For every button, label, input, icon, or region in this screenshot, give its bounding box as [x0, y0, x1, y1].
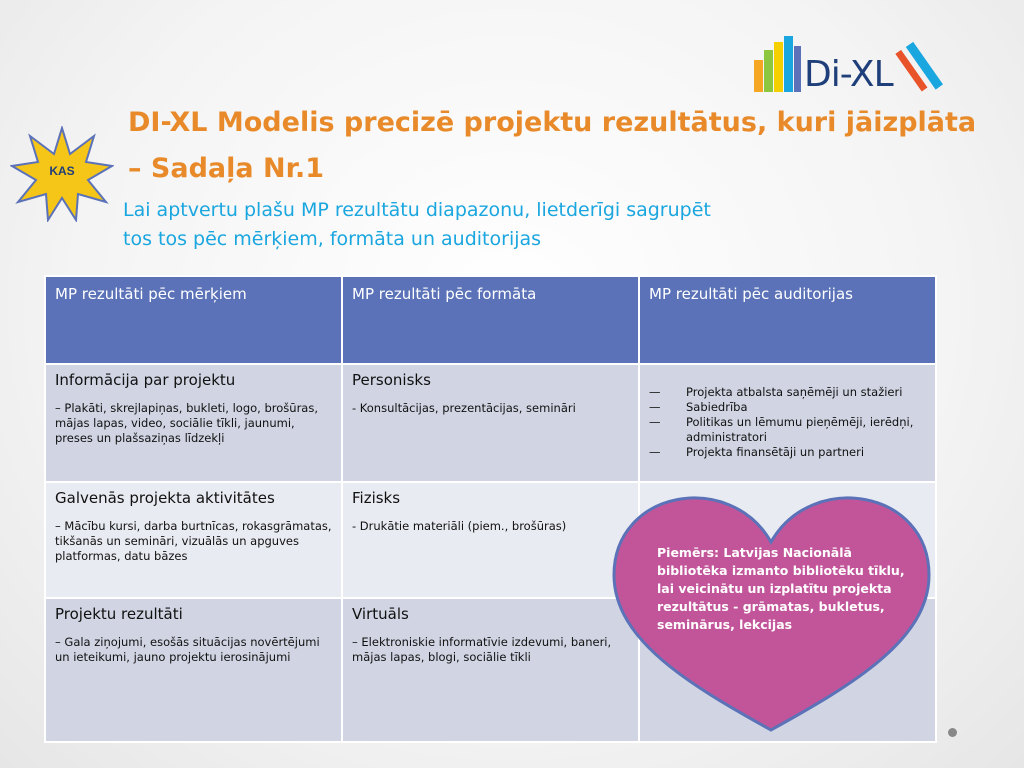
format-title: Personisks	[352, 371, 431, 389]
audience-item: — Projekta finansētāji un partneri	[649, 445, 926, 460]
heart-text: Piemērs: Latvijas Nacionālā bibliotēka izmanto bibliotēku tīklu, lai veicinātu un izplatītu projekta rezultātus - grāmatas, bukletus, seminārus, lekcijas	[657, 545, 905, 632]
format-title: Virtuāls	[352, 605, 409, 623]
audience-item: — Sabiedrība	[649, 400, 926, 415]
star-label: KAS	[49, 164, 75, 178]
title-line-2: – Sadaļa Nr.1	[128, 153, 325, 184]
header-audience: MP rezultāti pēc auditorijas	[639, 276, 936, 364]
goal-title: Galvenās projekta aktivitātes	[55, 489, 275, 507]
header-format: MP rezultāti pēc formāta	[342, 276, 639, 364]
format-cell	[342, 364, 639, 482]
goal-body: – Mācību kursi, darba burtnīcas, rokasgrāmatas, tikšanās un semināri, vizuālās un apguves platformas, datu bāzes	[55, 519, 332, 563]
logo-bar-navy	[794, 46, 801, 92]
logo-bar-yellow	[774, 42, 783, 92]
format-body: - Drukātie materiāli (piem., brošūras)	[352, 519, 567, 533]
goal-body: – Plakāti, skrejlapiņas, bukleti, logo, brošūras, mājas lapas, video, sociālie tīkli, jaunumi, preses un plašsaziņas līdzekļi	[55, 401, 319, 445]
subtitle-line-2: tos tos pēc mērķiem, formāta un auditorijas	[123, 228, 542, 250]
goal-body: – Gala ziņojumi, esošās situācijas novērtējumi un ieteikumi, jauno projektu ierosinājumi	[55, 635, 320, 664]
logo-bar-blue	[784, 36, 793, 92]
logo-bar-orange	[754, 60, 763, 92]
logo-text: Di-XL	[804, 54, 893, 95]
slide-subtitle	[123, 196, 923, 254]
table-header-row	[45, 276, 936, 364]
goal-cell	[45, 598, 342, 742]
goal-title: Projektu rezultāti	[55, 605, 183, 623]
audience-list	[649, 385, 926, 460]
slide-dot	[948, 728, 957, 737]
audience-cell	[639, 364, 936, 482]
audience-item: — Projekta atbalsta saņēmēji un stažieri	[649, 385, 926, 400]
header-goals: MP rezultāti pēc mērķiem	[45, 276, 342, 364]
format-body: - Konsultācijas, prezentācijas, semināri	[352, 401, 576, 415]
table-row	[45, 364, 936, 482]
format-cell	[342, 482, 639, 598]
slide-title	[128, 100, 1024, 192]
audience-item: — Politikas un lēmumu pieņēmēji, ierēdņi, administratori	[649, 415, 926, 445]
logo-bar-green	[764, 50, 773, 92]
format-body: – Elektroniskie informatīvie izdevumi, baneri, mājas lapas, blogi, sociālie tīkli	[352, 635, 612, 664]
goal-cell	[45, 482, 342, 598]
subtitle-line-1: Lai aptvertu plašu MP rezultātu diapazonu, lietderīgi sagrupēt	[123, 199, 711, 221]
title-line-1: DI-XL Modelis precizē projektu rezultātus, kuri jāizplāta	[128, 107, 977, 138]
goal-title: Informācija par projektu	[55, 371, 236, 389]
goal-cell	[45, 364, 342, 482]
format-cell	[342, 598, 639, 742]
format-title: Fizisks	[352, 489, 401, 507]
